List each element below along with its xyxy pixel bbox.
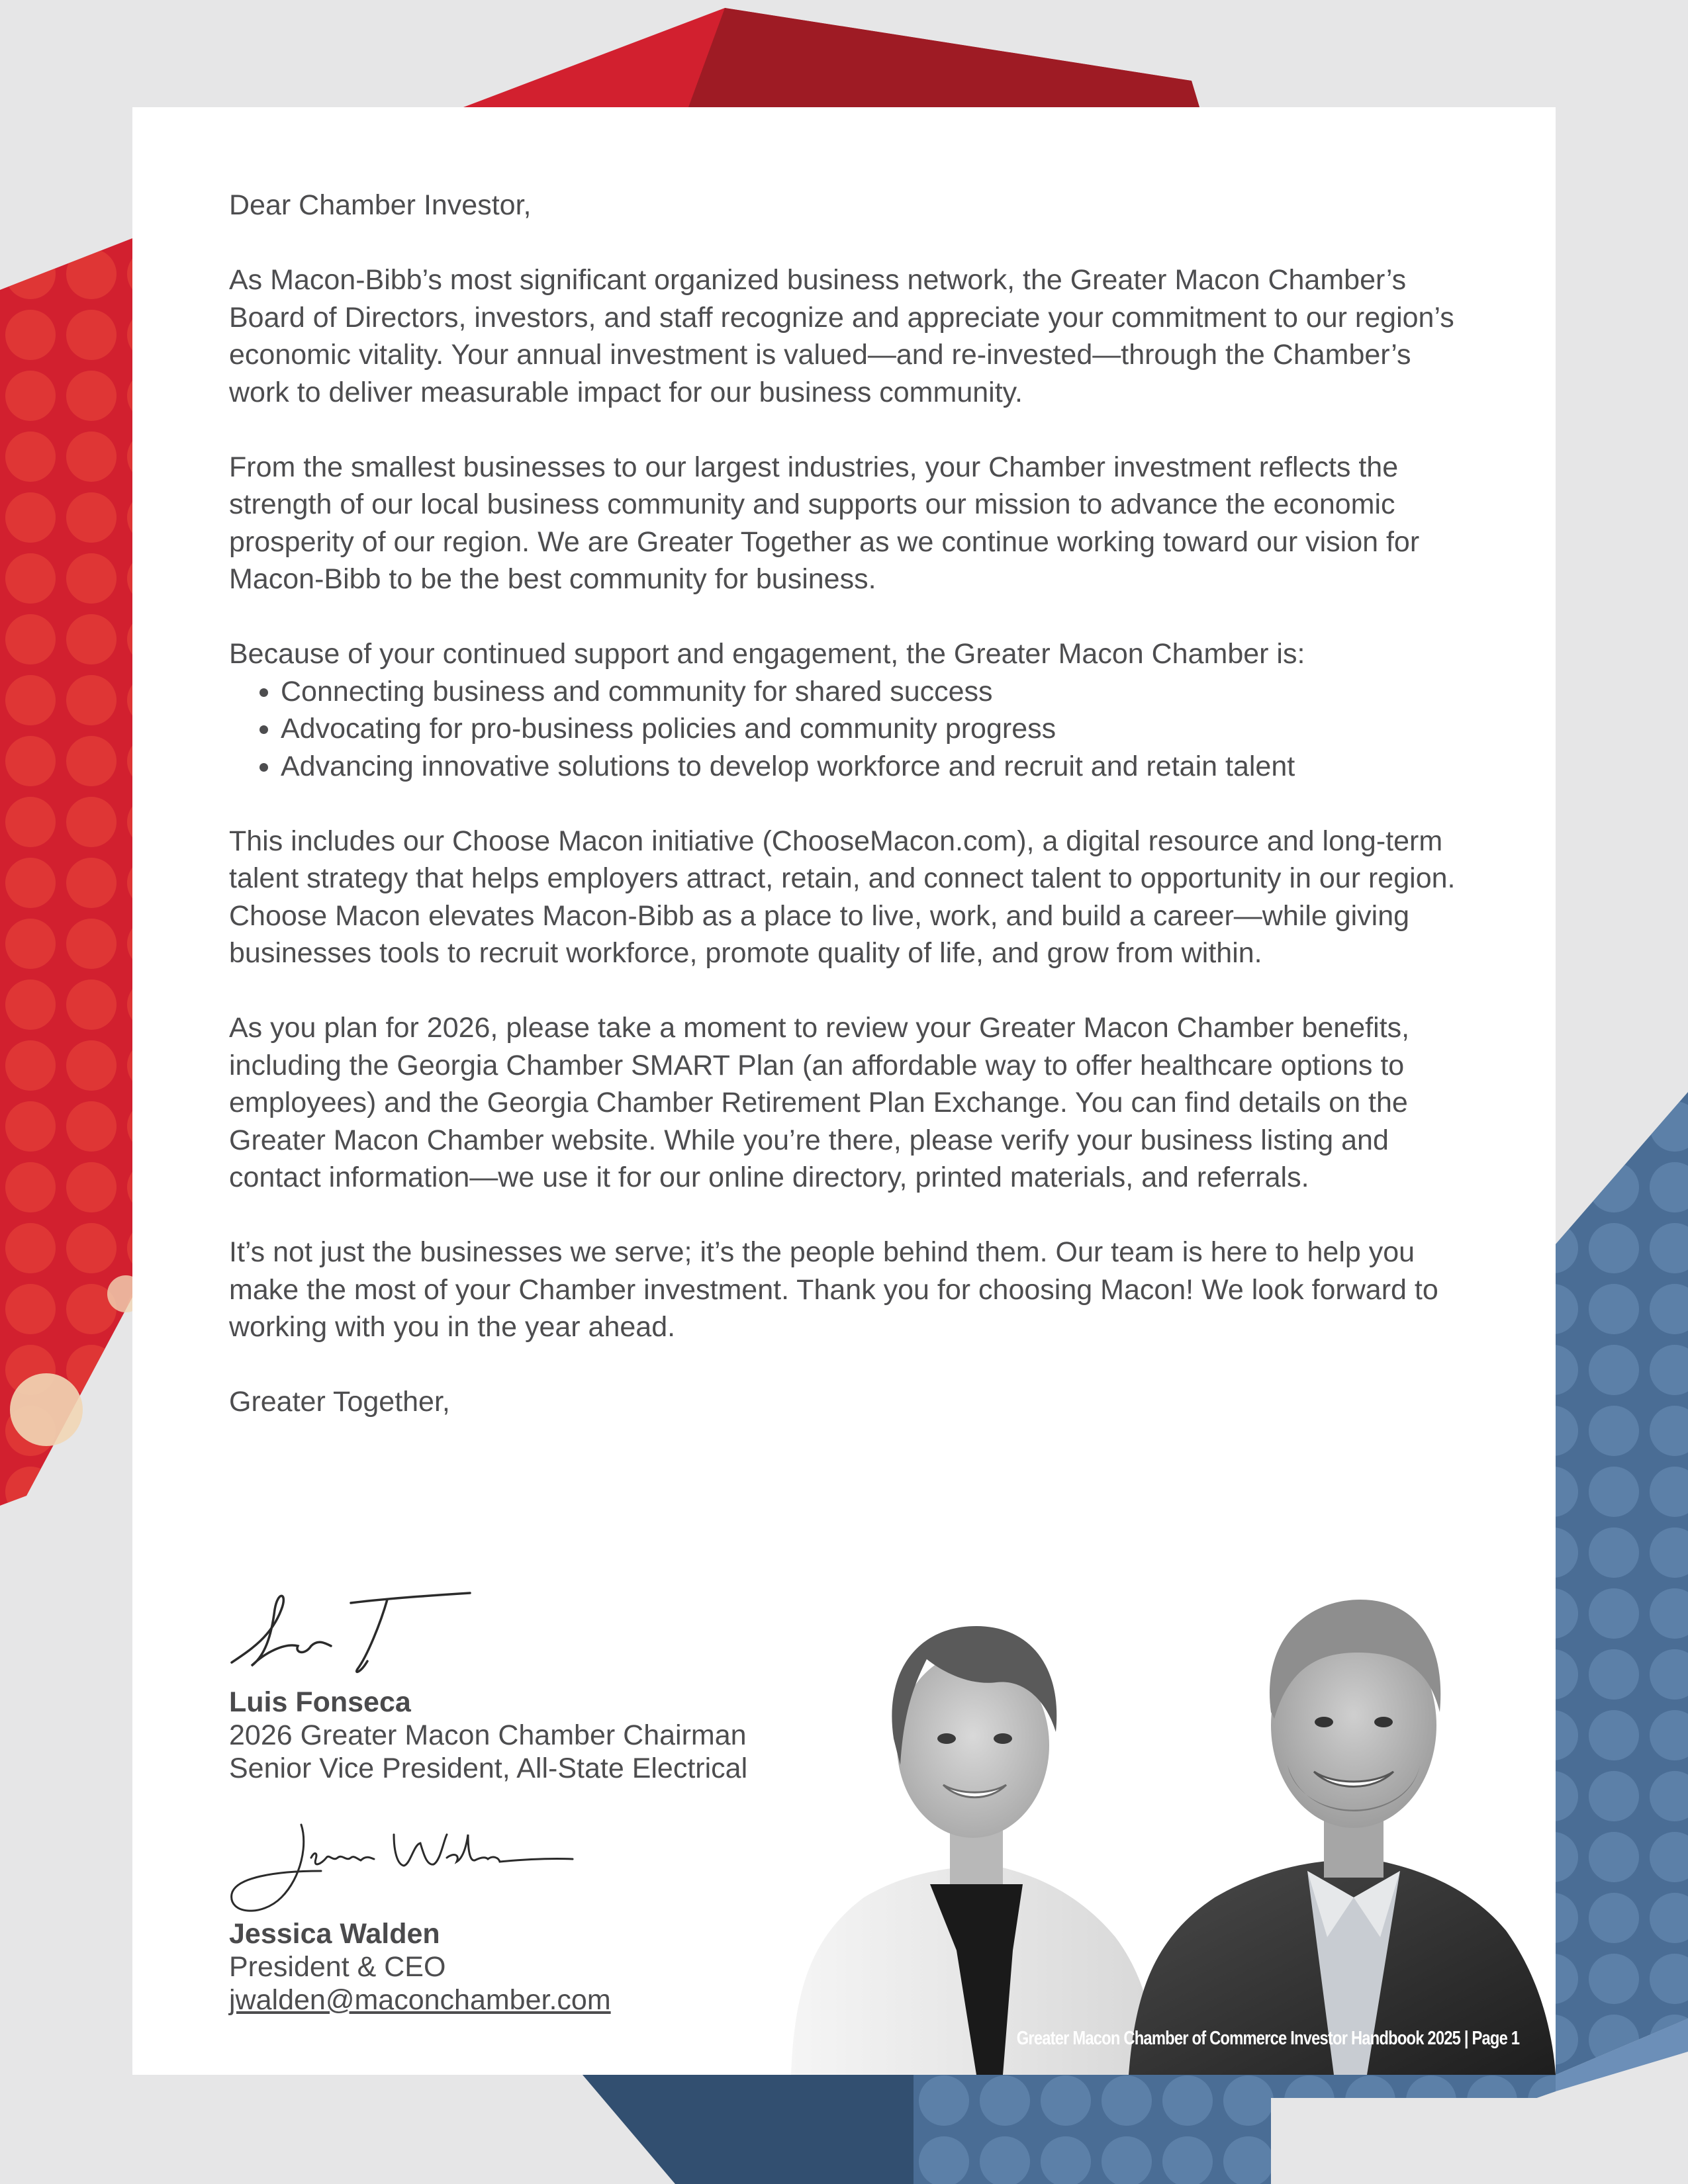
paragraph-5: As you plan for 2026, please take a moment to review your Greater Macon Chamber benefits, including the Georgia Chamber SMART Plan (an affordable way to offer healthcare options to employees) and the Georgia Chamber Retirement Plan Exchange. You can find details on the Greater Macon Chamber website. While you’re there, please verify your business listing and contact information—we use it for our online directory, printed materials, and referrals. [229, 1012, 1410, 1193]
paragraph-1: As Macon-Bibb’s most significant organized business network, the Greater Macon Chamber’s Board of Directors, investors, and staff recognize and appreciate your commitment to our region’s economic vitality. Your annual investment is valued—and re-invested—through the Chamber’s work to deliver measurable impact for our business community. [229, 264, 1454, 408]
bullet-item: • Advancing innovative solutions to develop workforce and recruit and retain talent [281, 748, 1474, 786]
signer-block-jessica [229, 1917, 611, 2017]
bullet-list [229, 673, 1474, 786]
salutation: Dear Chamber Investor, [229, 189, 532, 221]
paragraph-3: Because of your continued support and engagement, the Greater Macon Chamber is: [229, 638, 1305, 670]
bullet-item: • Connecting business and community for shared success [281, 673, 1474, 711]
letter-body [229, 187, 1474, 1458]
signer-name: Jessica Walden [229, 1918, 440, 1950]
signer-title: Senior Vice President, All-State Electrical [229, 1752, 748, 1784]
paragraph-6: It’s not just the businesses we serve; it’s the people behind them. Our team is here to help you make the most of your Chamber investment. Thank you for choosing Macon! We look forward to working with you in the year ahead. [229, 1236, 1438, 1343]
executives-portrait-photo [784, 1527, 1556, 2075]
closing: Greater Together, [229, 1386, 450, 1418]
top-darkred-shape [688, 8, 1199, 107]
signer-email-link[interactable]: jwalden@maconchamber.com [229, 1984, 611, 2016]
right-blue-dots [1556, 1092, 1688, 2075]
left-cream-dot [10, 1373, 83, 1446]
bottom-grey-edge [1271, 2098, 1688, 2184]
bullet-item: • Advocating for pro-business policies and community progress [281, 710, 1474, 748]
signer-title: President & CEO [229, 1951, 446, 1983]
signature-luis-fonseca [225, 1583, 477, 1676]
signer-block-luis [229, 1686, 747, 1785]
left-red-dots [0, 238, 132, 1506]
signature-jessica-walden [202, 1805, 599, 1924]
letter-page [132, 107, 1556, 2075]
paragraph-2: From the smallest businesses to our largest industries, your Chamber investment reflects the strength of our local business community and supports our mission to advance the economic prosperity of our region. We are Greater Together as we continue working toward our vision for Macon-Bibb to be the best community for business. [229, 451, 1420, 595]
signer-title: 2026 Greater Macon Chamber Chairman [229, 1719, 747, 1751]
paragraph-4: This includes our Choose Macon initiative (ChooseMacon.com), a digital resource and long-term talent strategy that helps employers attract, retain, and connect talent to opportunity in our region. Choose Macon elevates Macon-Bibb as a place to live, work, and build a career—while giving businesses tools to recruit workforce, promote quality of life, and grow from within. [229, 825, 1456, 969]
page-footer: Greater Macon Chamber of Commerce Investor Handbook 2025 | Page 1 [1016, 2028, 1519, 2049]
signer-name: Luis Fonseca [229, 1686, 411, 1718]
